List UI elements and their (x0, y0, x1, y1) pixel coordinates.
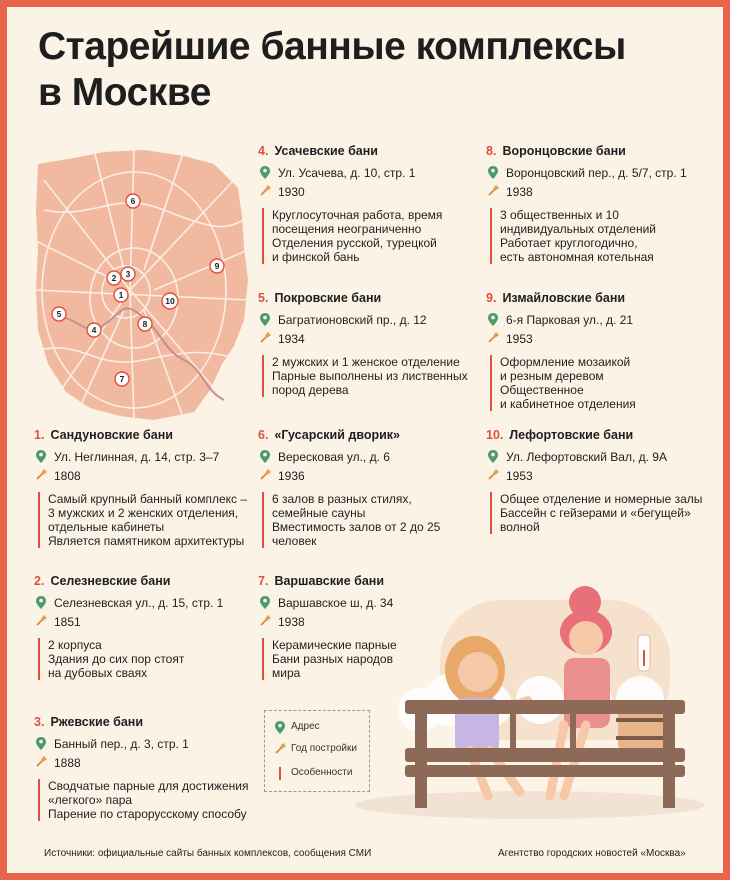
pin-icon (488, 450, 498, 463)
legend-features: Особенности (275, 767, 285, 783)
bath-broom-icon (260, 469, 271, 480)
bath-address: Ул. Лефортовский Вал, д. 9А (486, 450, 702, 464)
sauna-illustration (350, 560, 710, 820)
bath-name: Измайловские бани (502, 291, 626, 305)
bath-feature-line: и резным деревом (500, 369, 604, 383)
bath-feature-line: Парение по старорусскому способу (48, 807, 247, 821)
bath-feature-line: Оформление мозаикой (500, 355, 631, 369)
bath-feature-line: Вместимость залов от 2 до 25 (272, 520, 441, 534)
bath-feature-line: 3 мужских и 2 женских отделения, (48, 506, 239, 520)
bath-year: 1953 (486, 332, 636, 346)
legend-year: Год постройки (275, 743, 286, 757)
bath-feature-line: 2 корпуса (48, 638, 102, 652)
bath-number: 9. (486, 291, 497, 305)
bath-feature-line: мира (272, 666, 301, 680)
bath-number: 6. (258, 428, 269, 442)
map-marker-7[interactable] (115, 372, 129, 386)
pin-icon (36, 737, 46, 750)
bath-heading (258, 144, 442, 161)
bath-number: 10. (486, 428, 504, 442)
bath-year: 1938 (258, 615, 397, 629)
bath-features (38, 638, 223, 680)
bath-address: Багратионовский пр., д. 12 (258, 313, 468, 327)
bath-broom-icon (260, 185, 271, 196)
bath-number: 7. (258, 574, 269, 588)
bath-number: 3. (34, 715, 45, 729)
bath-feature-line: Парные выполнены из лиственных (272, 369, 468, 383)
bath-heading (34, 574, 223, 591)
bath-broom-icon (275, 743, 286, 754)
bath-heading (258, 428, 440, 445)
svg-text:8: 8 (142, 319, 148, 329)
bath-feature-line: 3 общественных и 10 (500, 208, 619, 222)
pin-icon (275, 721, 285, 734)
bath-feature-line: Является памятником архитектуры (48, 534, 245, 548)
bath-features (262, 492, 440, 548)
bath-number: 1. (34, 428, 45, 442)
bath-heading (486, 144, 687, 161)
bath-broom-icon (36, 615, 47, 626)
bath-feature-line: Круглосуточная работа, время (272, 208, 443, 222)
map-marker-4[interactable] (87, 323, 101, 337)
bath-feature-line: есть автономная котельная (500, 250, 654, 264)
bath-year: 1808 (34, 469, 247, 483)
pin-icon (260, 450, 270, 463)
bath-number: 4. (258, 144, 269, 158)
svg-text:10: 10 (165, 296, 175, 306)
svg-text:9: 9 (214, 261, 220, 271)
map-marker-10[interactable] (162, 293, 178, 309)
bath-heading (486, 428, 702, 445)
bath-address: Ул. Усачева, д. 10, стр. 1 (258, 166, 442, 180)
pin-icon (260, 313, 270, 326)
bath-feature-line: Здания до сих пор стоят (48, 652, 185, 666)
bath-entry (486, 291, 636, 411)
bath-year: 1938 (486, 185, 687, 199)
bath-feature-line: Бани разных народов (272, 652, 393, 666)
bath-name: Лефортовские бани (509, 428, 634, 442)
bath-heading (34, 428, 247, 445)
bath-entry (486, 144, 687, 264)
bath-broom-icon (488, 185, 499, 196)
svg-text:3: 3 (125, 269, 131, 279)
footer-agency: Агентство городских новостей «Москва» (498, 848, 686, 859)
footer-sources: Источники: официальные сайты банных комплексов, сообщения СМИ (44, 848, 372, 859)
bath-heading (258, 291, 468, 308)
bath-address: Варшавское ш, д. 34 (258, 596, 397, 610)
bath-feature-line: 6 залов в разных стилях, (272, 492, 412, 506)
bath-feature-line: и кабинетное отделения (500, 397, 636, 411)
bath-feature-line: посещения неограниченно (272, 222, 422, 236)
bath-features (490, 208, 687, 264)
bath-entry (258, 144, 442, 264)
bath-number: 5. (258, 291, 269, 305)
bath-broom-icon (260, 332, 271, 343)
bath-feature-line: Отделения русской, турецкой (272, 236, 437, 250)
bath-feature-line: «легкого» пара (48, 793, 133, 807)
bath-feature-line: Бассейн с гейзерами и «бегущей» (500, 506, 691, 520)
bath-name: «Гусарский дворик» (274, 428, 400, 442)
map-marker-8[interactable] (138, 317, 152, 331)
bath-name: Варшавские бани (274, 574, 385, 588)
bath-feature-line: Общественное (500, 383, 584, 397)
bath-name: Усачевские бани (274, 144, 378, 158)
bath-entry (34, 574, 223, 680)
bath-number: 2. (34, 574, 45, 588)
bath-features (262, 208, 442, 264)
bath-address: Вересковая ул., д. 6 (258, 450, 440, 464)
bath-broom-icon (36, 756, 47, 767)
bath-entry (34, 428, 247, 548)
bath-broom-icon (36, 469, 47, 480)
bath-name: Селезневские бани (50, 574, 171, 588)
bath-year: 1934 (258, 332, 468, 346)
bath-address: Селезневская ул., д. 15, стр. 1 (34, 596, 223, 610)
svg-text:2: 2 (111, 273, 117, 283)
bath-entry (258, 428, 440, 548)
bath-entry (34, 715, 248, 821)
bath-features (38, 779, 248, 821)
bath-entry (486, 428, 702, 534)
pin-icon (488, 313, 498, 326)
legend-address: Адрес (275, 721, 285, 737)
bath-address: 6-я Парковая ул., д. 21 (486, 313, 636, 327)
bath-feature-line: и финской бань (272, 250, 360, 264)
bath-year: 1851 (34, 615, 223, 629)
map-marker-9[interactable] (210, 259, 224, 273)
page-title: Старейшие банные комплексы в Москве (38, 25, 626, 114)
bath-feature-line: Работает круглогодично, (500, 236, 638, 250)
bath-broom-icon (488, 332, 499, 343)
bath-features (262, 355, 468, 397)
bath-entry (258, 291, 468, 397)
svg-text:4: 4 (91, 325, 97, 335)
bath-feature-line: Сводчатые парные для достижения (48, 779, 249, 793)
bath-feature-line: семейные сауны (272, 506, 366, 520)
bath-address: Ул. Неглинная, д. 14, стр. 3–7 (34, 450, 247, 464)
bath-features (490, 492, 702, 534)
bath-name: Сандуновские бани (50, 428, 173, 442)
moscow-map (34, 150, 248, 420)
bath-feature-line: Керамические парные (272, 638, 397, 652)
feature-line-icon (275, 767, 285, 780)
svg-text:5: 5 (56, 309, 62, 319)
bath-feature-line: Общее отделение и номерные залы (500, 492, 703, 506)
bath-address: Банный пер., д. 3, стр. 1 (34, 737, 248, 751)
bath-year: 1930 (258, 185, 442, 199)
bath-address: Воронцовский пер., д. 5/7, стр. 1 (486, 166, 687, 180)
svg-text:1: 1 (118, 290, 124, 300)
bath-feature-line: на дубовых сваях (48, 666, 148, 680)
bath-features (38, 492, 247, 548)
bath-feature-line: индивидуальных отделений (500, 222, 656, 236)
bath-heading (34, 715, 248, 732)
bath-name: Покровские бани (274, 291, 382, 305)
map-marker-5[interactable] (52, 307, 66, 321)
pin-icon (260, 596, 270, 609)
svg-text:6: 6 (130, 196, 136, 206)
pin-icon (488, 166, 498, 179)
bath-feature-line: Самый крупный банный комплекс – (48, 492, 248, 506)
svg-text:7: 7 (119, 374, 125, 384)
bath-year: 1888 (34, 756, 248, 770)
bath-feature-line: человек (272, 534, 317, 548)
pin-icon (260, 166, 270, 179)
map-marker-2[interactable] (107, 271, 121, 285)
bath-features (490, 355, 636, 411)
bath-feature-line: отдельные кабинеты (48, 520, 165, 534)
map-marker-1[interactable] (114, 288, 128, 302)
pin-icon (36, 596, 46, 609)
bath-broom-icon (488, 469, 499, 480)
bath-feature-line: 2 мужских и 1 женское отделение (272, 355, 460, 369)
bath-year: 1953 (486, 469, 702, 483)
bath-feature-line: волной (500, 520, 540, 534)
bath-heading (486, 291, 636, 308)
bath-name: Воронцовские бани (502, 144, 626, 158)
map-marker-3[interactable] (121, 267, 135, 281)
bath-broom-icon (260, 615, 271, 626)
bath-number: 8. (486, 144, 497, 158)
map-marker-6[interactable] (126, 194, 140, 208)
bath-name: Ржевские бани (50, 715, 144, 729)
bath-year: 1936 (258, 469, 440, 483)
bath-feature-line: пород дерева (272, 383, 349, 397)
pin-icon (36, 450, 46, 463)
